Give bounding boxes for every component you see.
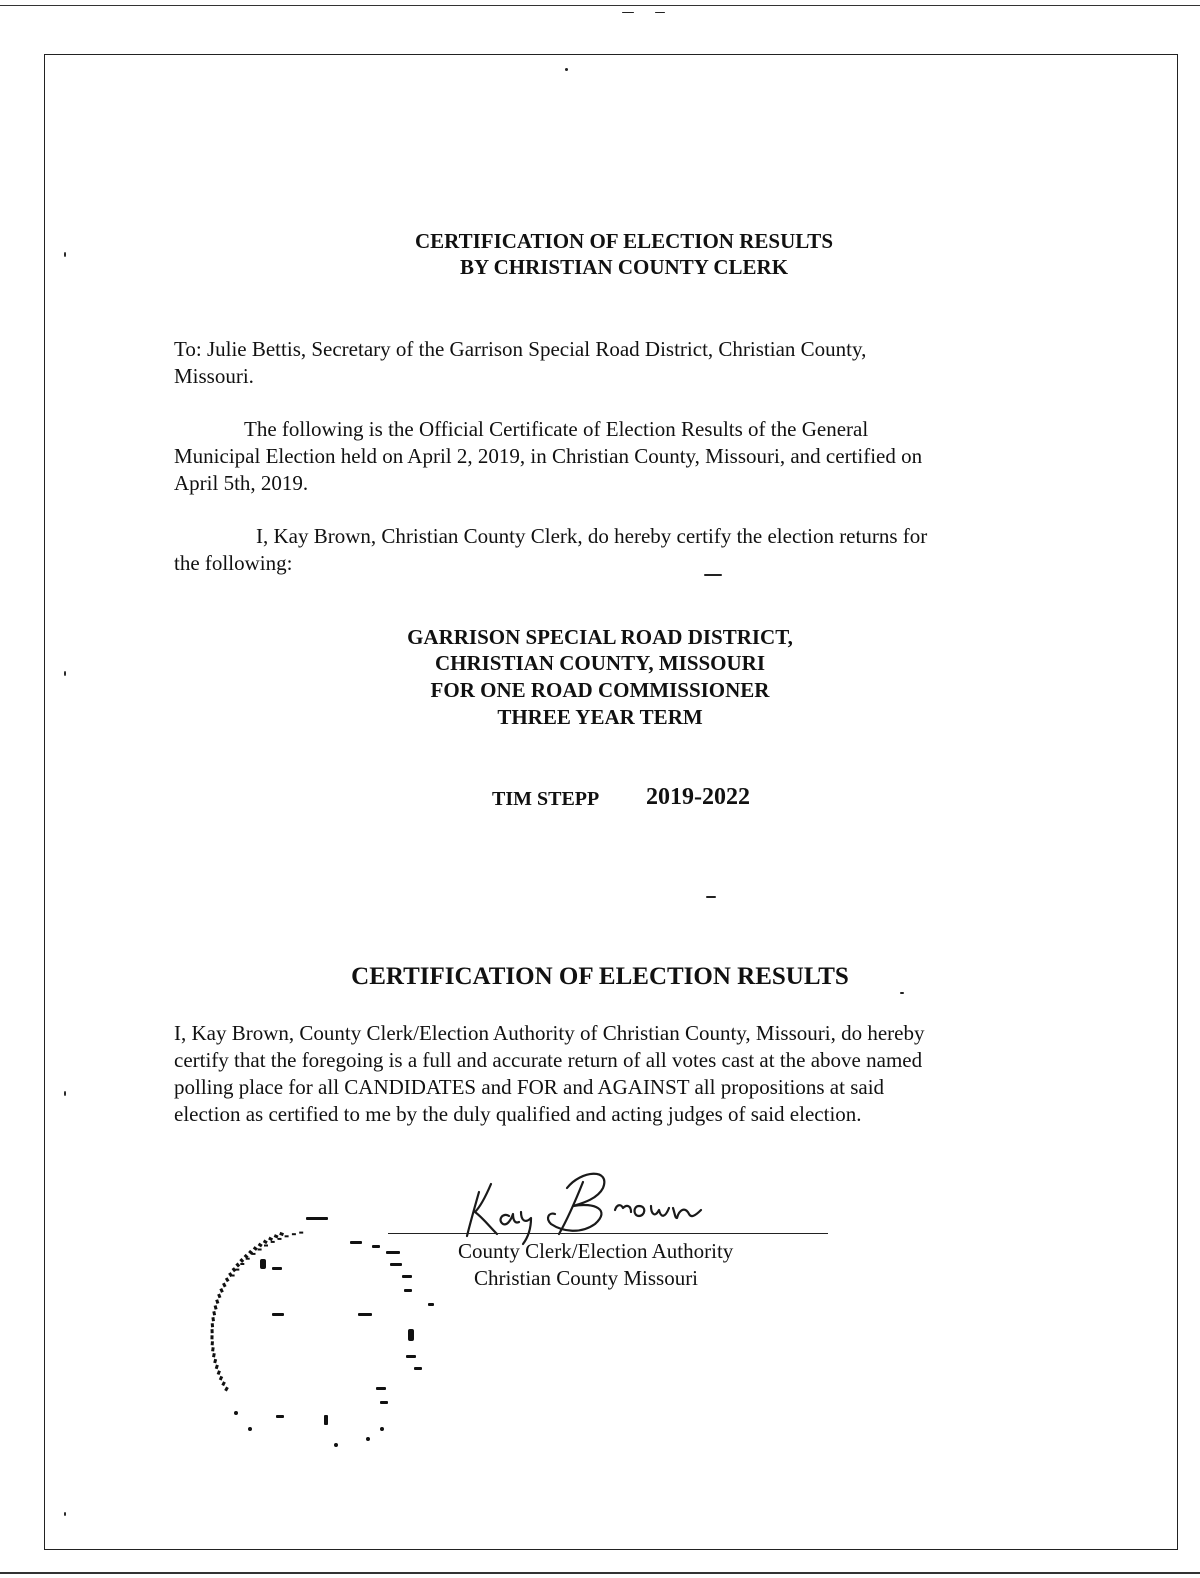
certification-line1: I, Kay Brown, County Clerk/Election Authority of Christian County, Missouri, do hereby <box>174 1021 925 1045</box>
seal-dot <box>268 1237 273 1241</box>
seal-dot <box>213 1359 217 1364</box>
scan-speck <box>704 574 722 576</box>
seal-dot <box>235 1269 239 1271</box>
certification-line4: election as certified to me by the duly qualified and acting judges of said election. <box>174 1102 862 1126</box>
scan-speck <box>622 12 634 13</box>
result-term: 2019-2022 <box>646 784 750 810</box>
top-rule <box>0 5 1200 6</box>
seal-dot <box>211 1323 214 1327</box>
seal-dot <box>271 1241 275 1243</box>
seal-dot <box>211 1317 215 1321</box>
district-line4: THREE YEAR TERM <box>497 705 703 729</box>
seal-dot <box>215 1365 219 1370</box>
seal-dot <box>252 1253 256 1255</box>
certification-line2: certify that the foregoing is a full and accurate return of all votes cast at the above named <box>174 1048 923 1072</box>
seal-dot <box>239 1258 244 1263</box>
bottom-rule <box>0 1572 1200 1574</box>
certify-statement-line2: the following: <box>174 551 293 575</box>
district-line1: GARRISON SPECIAL ROAD DISTRICT, <box>407 625 793 649</box>
certify-statement-line1: I, Kay Brown, Christian County Clerk, do hereby certify the election returns for <box>256 524 928 548</box>
seal-dot <box>215 1299 219 1304</box>
certification-line3: polling place for all CANDIDATES and FOR and AGAINST all propositions at said <box>174 1075 885 1099</box>
seal-dot <box>274 1234 279 1238</box>
seal-dot <box>240 1263 244 1265</box>
seal-dot <box>212 1311 216 1316</box>
seal-dot <box>263 1239 268 1244</box>
addressee-line2: Missouri. <box>174 364 254 388</box>
district-line2: CHRISTIAN COUNTY, MISSOURI <box>434 651 766 675</box>
header-title-line1: CERTIFICATION OF ELECTION RESULTS <box>414 229 833 253</box>
seal-dot <box>221 1381 225 1386</box>
seal-dot <box>299 1232 303 1234</box>
seal-dot <box>214 1305 218 1310</box>
seal-dot <box>211 1347 215 1351</box>
seal-dot <box>225 1277 230 1282</box>
scan-speck <box>565 68 568 71</box>
seal-dot <box>219 1288 223 1293</box>
seal-dot <box>224 1387 229 1392</box>
seal-dot <box>211 1329 214 1333</box>
intro-line1: The following is the Official Certificate of Election Results of the General <box>244 417 869 441</box>
scan-speck <box>900 992 904 994</box>
seal-dot <box>279 1232 284 1236</box>
seal-dot <box>211 1341 214 1345</box>
signature-title-line1: County Clerk/Election Authority <box>458 1239 734 1263</box>
seal-dot <box>222 1283 227 1288</box>
seal-dot <box>217 1370 221 1375</box>
scan-speck <box>64 1512 66 1516</box>
seal-dot <box>258 1249 262 1251</box>
scan-speck <box>64 671 66 676</box>
county-seal-impression <box>190 1205 460 1465</box>
seal-dot <box>278 1238 282 1240</box>
header-title-line2: BY CHRISTIAN COUNTY CLERK <box>459 255 789 279</box>
scan-speck <box>64 252 66 257</box>
district-line3: FOR ONE ROAD COMMISSIONER <box>430 678 770 702</box>
seal-dot <box>231 1275 235 1277</box>
signature-title-line2: Christian County Missouri <box>474 1266 699 1290</box>
seal-dot <box>264 1245 268 1247</box>
seal-dot <box>212 1353 216 1357</box>
seal-dot <box>217 1293 221 1298</box>
intro-line3: April 5th, 2019. <box>174 471 309 495</box>
certification-title: CERTIFICATION OF ELECTION RESULTS <box>351 963 849 990</box>
seal-dot <box>258 1243 263 1248</box>
scan-speck <box>64 1091 66 1096</box>
seal-dot <box>219 1376 223 1381</box>
seal-dot <box>285 1235 289 1237</box>
seal-arc-dots <box>210 1232 303 1392</box>
seal-dot <box>292 1233 296 1235</box>
scan-speck <box>655 12 665 13</box>
seal-dot <box>235 1263 240 1268</box>
scan-speck <box>706 896 716 898</box>
seal-dot <box>246 1258 250 1260</box>
intro-line2: Municipal Election held on April 2, 2019, in Christian County, Missouri, and certified on <box>174 444 923 468</box>
addressee-line1: To: Julie Bettis, Secretary of the Garrison Special Road District, Christian County, <box>174 337 867 361</box>
seal-dot <box>253 1246 258 1251</box>
result-candidate: TIM STEPP <box>492 788 600 810</box>
seal-dot <box>210 1335 213 1339</box>
